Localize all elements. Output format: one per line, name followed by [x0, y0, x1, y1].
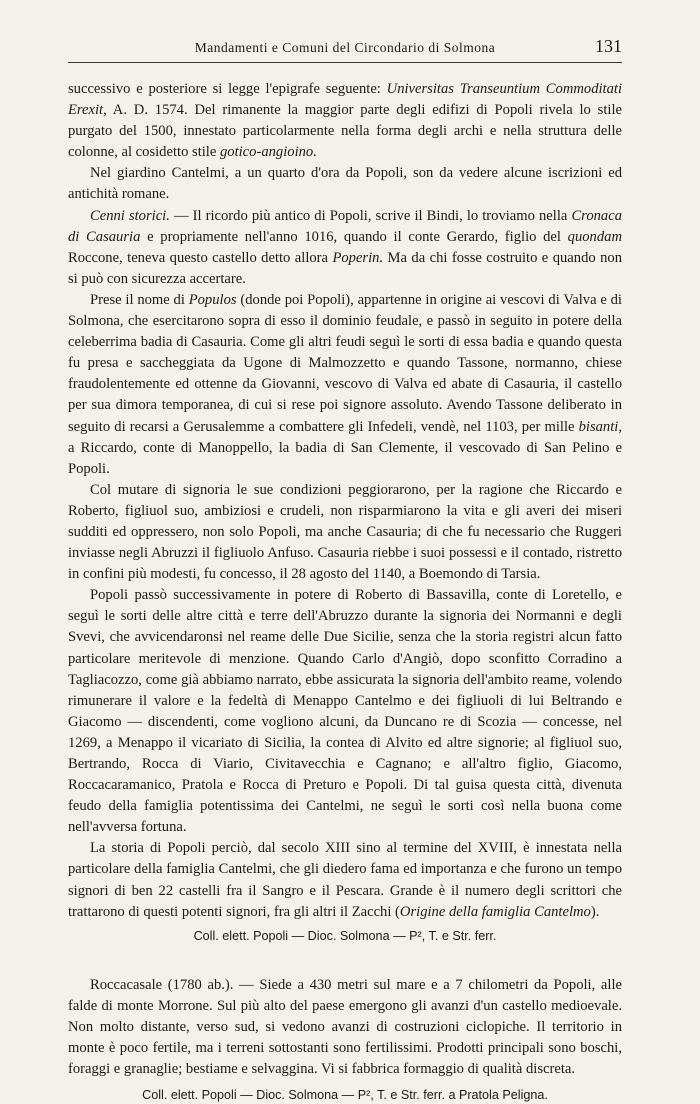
italic-book-title: Origine della famiglia Cantelmo	[399, 903, 591, 920]
text-run: a Riccardo, conte di Manoppello, la badia di San Clemente, il vescovado di San Pelino e Popoli.	[68, 439, 622, 477]
entry-heading: Roccacasale (1780 ab.).	[90, 976, 234, 993]
text-run: La storia di Popoli perciò, dal secolo XIII sino al termine del XVIII, è innestata nella particolare della famiglia Cantelmi, che gli diedero fama ed importanza e che furono un tempo signori di ben 22 castelli fra il Sangro e il Pescara. Grande è il numero degli scrittori che trattarono di questi potenti signori, fra gli altri il Zacchi (	[68, 840, 622, 920]
italic-term: bisanti,	[578, 418, 622, 435]
paragraph-2: Nel giardino Cantelmi, a un quarto d'ora da Popoli, son da vedere alcune iscrizioni ed antichità romane.	[68, 165, 622, 203]
italic-place-name: Poperin.	[332, 249, 384, 266]
text-run: — Il ricordo più antico di Popoli, scrive il Bindi, lo troviamo nella	[169, 207, 572, 224]
italic-latin-inscription: Universitas Transeuntium Commoditati Erexit,	[68, 81, 623, 119]
paragraph-7	[68, 838, 622, 922]
text-run: e propriamente nell'anno 1016, quando il conte Gerardo, figlio del	[140, 228, 568, 245]
paragraph-6: Popoli passò successivamente in potere di Roberto di Bassavilla, conte di Loretello, e seguì le sorti delle altre città e terre dell'Abruzzo durante la signoria dei Normanni e degli Svevi, che avvicendaronsi nel reame delle Due Sicilie, senza che la storia registri alcun fatto particolare meritevole di menzione. Quando Carlo d'Angiò, dopo sconfitto Corradino a Tagliacozzo, come già abbiamo narrato, ebbe assicurata la signoria dell'ambito reame, volendo rimunerare il valore e la fedeltà di Menappo Cantelmo e dei figliuoli di lui Beltrando e Giacomo — discendenti, come vogliono alcuni, da Duncano re di Scozia — concesse, nel 1269, a Menappo il vicariato di Sicilia, la contea di Alvito ed altre signorie; al figliuol suo, Bertrando, Rocca di Viario, Civitavecchia e Cagnano; e all'altro figlio, Giacomo, Roccacaramanico, Pratola e Rocca di Preturo e Popoli. Di tal guisa questa città, divenuta feudo della famiglia potentissima dei Cantelmi, ne seguì le sorti così nella buona come nell'avversa fortuna.	[68, 587, 622, 836]
running-header	[68, 36, 622, 63]
paragraph-4	[68, 290, 622, 480]
electoral-info-roccacasale: Coll. elett. Popoli — Dioc. Solmona — P², T. e Str. ferr. a Pratola Peligna.	[142, 1088, 548, 1103]
page-number: 131	[595, 36, 622, 56]
electoral-info-popoli: Coll. elett. Popoli — Dioc. Solmona — P², T. e Str. ferr.	[193, 928, 497, 943]
italic-section-heading: Cenni storici.	[90, 207, 170, 224]
section-gap	[68, 945, 622, 975]
text-run: — Siede a 430 metri sul mare e a 7 chilometri da Popoli, alle falde di monte Morrone. Sul più alto del paese emergono gli avanzi d'un castello medioevale. Non molto distante, verso sud, si vedono avanzi di costruzioni ciclopiche. Il territorio in monte è poco fertile, ma i terreni sottostanti sono fertilissimi. Prodotti principali sono boschi, foraggi e granaglie; bestiame e selvaggina. Vi si fabbrica formaggio di qualità discreta.	[68, 976, 622, 1078]
paragraph-roccacasale	[68, 975, 622, 1080]
text-run: (donde poi Popoli), appartenne in origine ai vescovi di Valva e di Solmona, che esercitarono sopra di esso il dominio feudale, e passò in seguito in potere della celeberrima badia di Casauria. Come gli altri feudi seguì le sorti di essa badia e quando questa fu presa e saccheggiata da Ugone di Malmozzetto e quando Tassone, normanno, chiese fraudolentemente ed ottenne da Giovanni, vescovo di Valva ed abate di Casauria, il castello per sua dimora temporanea, di cui si rese poi signore assoluto. Avendo Tassone deliberato in seguito di recarsi a Gerusalemme a combattere gli Infedeli, vendè, nel 1103, per mille	[68, 291, 622, 435]
text-run: Roccone, teneva questo castello detto allora	[68, 249, 333, 266]
text-run: Ma da chi fosse costruito e quando non si può con sicurezza accertare.	[68, 249, 622, 287]
italic-style-term: gotico-angioino.	[219, 144, 317, 161]
text-run: Prese il nome di	[90, 291, 189, 308]
paragraph-3	[68, 206, 622, 290]
paragraph-5: Col mutare di signoria le sue condizioni peggiorarono, per la ragione che Riccardo e Roberto, figliuol suo, ambiziosi e crudeli, non risparmiarono la vita e gli averi dei miseri sudditi ed oppressero, non solo Popoli, ma anche Casauria; di che fu necessario che Ruggeri inviasse negli Abruzzi il figliuolo Anfuso. Casauria riebbe i suoi possessi e il contado, ristretto in confini più modesti, fu concesso, il 28 agosto del 1140, a Boemondo di Tarsia.	[68, 481, 622, 583]
header-title: Mandamenti e Comuni del Circondario di Solmona	[194, 40, 496, 55]
text-run: ).	[590, 903, 600, 920]
text-run: A. D. 1574. Del rimanente la maggior parte degli edifizi di Popoli rivela lo stile purgato del 1500, innestato particolarmente nella forma degli archi e nella struttura delle colonne, al cosidetto stile	[68, 102, 622, 161]
text-run: successivo e posteriore si legge l'epigrafe seguente:	[68, 81, 387, 97]
italic-term: quondam	[567, 228, 622, 245]
paragraph-1	[68, 79, 622, 163]
italic-source-title: Cronaca di Casauria	[68, 207, 622, 245]
italic-place-name: Populos	[188, 291, 237, 308]
